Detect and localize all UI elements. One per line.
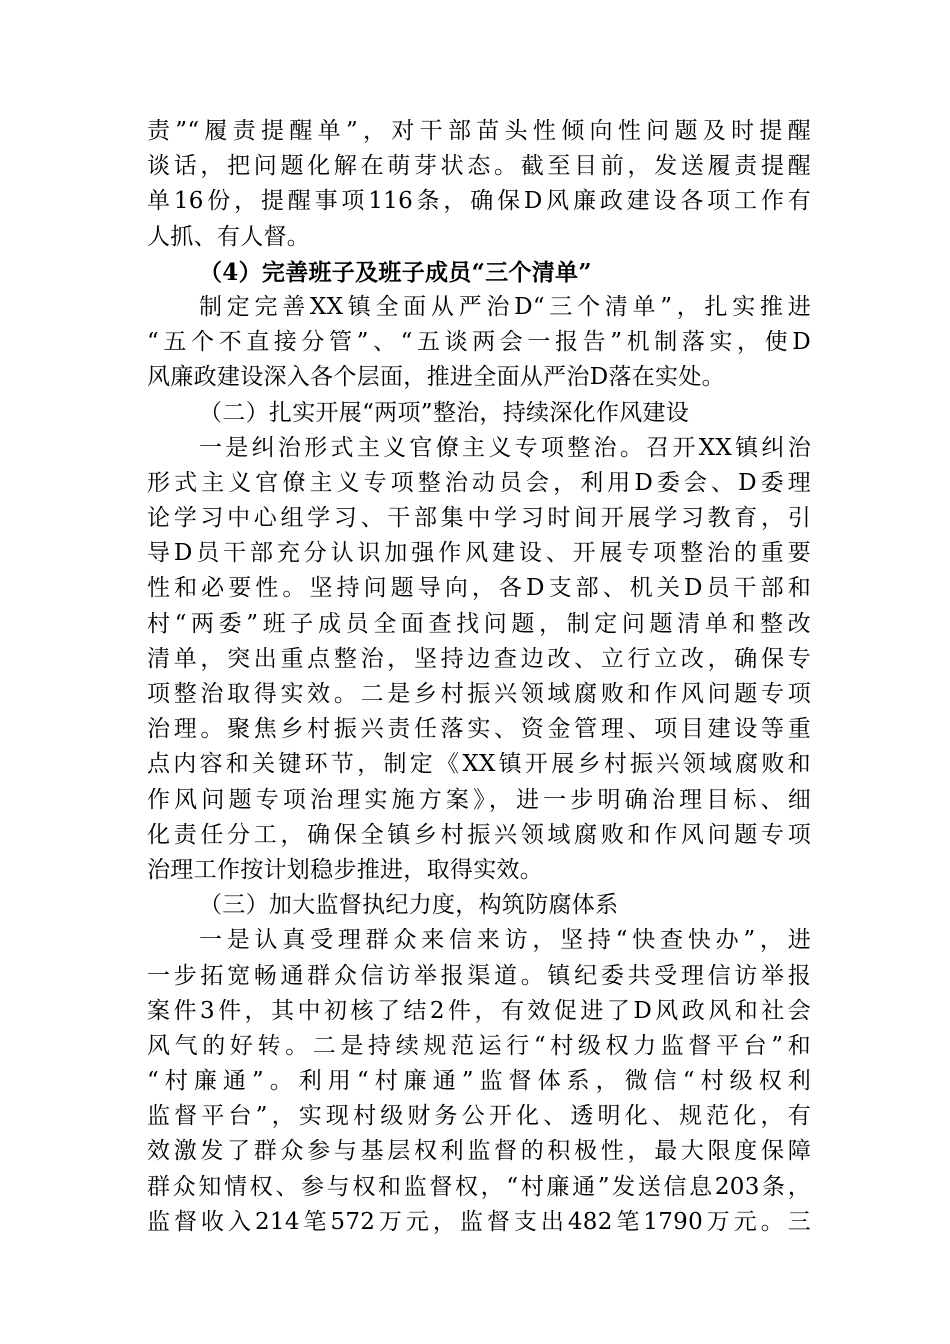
text-line: 风廉政建设深入各个层面，推进全面从严治D落在实处。 (147, 364, 725, 391)
text-line: 监督收入214笔572万元，监督支出482笔1790万元。三 (147, 1208, 811, 1235)
text-line: 监督平台”，实现村级财务公开化、透明化、规范化，有 (147, 1103, 811, 1130)
text-line: 群众知情权、参与权和监督权，“村廉通”发送信息203条， (147, 1173, 811, 1200)
text-line: 人抓、有人督。 (147, 223, 311, 250)
text-line: 治理工作按计划稳步推进，取得实效。 (147, 856, 544, 883)
subsection-heading: （4）完善班子及班子成员“三个清单” (199, 258, 592, 286)
text-line: 作风问题专项治理实施方案》，进一步明确治理目标、细 (147, 786, 811, 813)
text-line: 一步拓宽畅通群众信访举报渠道。镇纪委共受理信访举报 (147, 962, 811, 989)
text-line: 一是认真受理群众来信来访，坚持“快查快办”，进 (199, 927, 811, 954)
text-line: 化责任分工，确保全镇乡村振兴领域腐败和作风问题专项 (147, 821, 811, 848)
text-line: 点内容和关键环节，制定《XX镇开展乡村振兴领域腐败和 (147, 751, 811, 778)
text-line: 治理。聚焦乡村振兴责任落实、资金管理、项目建设等重 (147, 716, 811, 743)
text-line: 导D员干部充分认识加强作风建设、开展专项整治的重要 (147, 540, 811, 567)
text-line: 单16份，提醒事项116条，确保D风廉政建设各项工作有 (147, 188, 811, 215)
text-line: 项整治取得实效。二是乡村振兴领域腐败和作风问题专项 (147, 681, 811, 707)
section-heading: （二）扎实开展“两项”整治，持续深化作风建设 (199, 399, 690, 426)
text-line: 制定完善XX镇全面从严治D“三个清单”，扎实推进 (199, 293, 811, 320)
text-line: “村廉通”。利用“村廉通”监督体系，微信“村级权利 (147, 1068, 811, 1095)
text-line: 谈话，把问题化解在萌芽状态。截至目前，发送履责提醒 (147, 153, 811, 180)
text-line: 村“两委”班子成员全面查找问题，制定问题清单和整改 (147, 610, 811, 637)
text-line: 责”“履责提醒单”，对干部苗头性倾向性问题及时提醒 (147, 118, 811, 144)
section-heading: （三）加大监督执纪力度，构筑防腐体系 (199, 892, 619, 919)
text-line: 风气的好转。二是持续规范运行“村级权力监督平台”和 (147, 1032, 811, 1059)
document-body (147, 114, 811, 1240)
text-line: 案件3件，其中初核了结2件，有效促进了D风政风和社会 (147, 997, 811, 1024)
text-line: 形式主义官僚主义专项整治动员会，利用D委会、D委理 (147, 469, 811, 496)
text-line: 论学习中心组学习、干部集中学习时间开展学习教育，引 (147, 505, 811, 532)
text-line: 效激发了群众参与基层权利监督的积极性，最大限度保障 (147, 1138, 811, 1165)
text-line: 一是纠治形式主义官僚主义专项整治。召开XX镇纠治 (199, 434, 811, 461)
text-line: 清单，突出重点整治，坚持边查边改、立行立改，确保专 (147, 645, 811, 672)
text-line: “五个不直接分管”、“五谈两会一报告”机制落实，使D (147, 329, 811, 356)
text-line: 性和必要性。坚持问题导向，各D支部、机关D员干部和 (147, 575, 811, 602)
